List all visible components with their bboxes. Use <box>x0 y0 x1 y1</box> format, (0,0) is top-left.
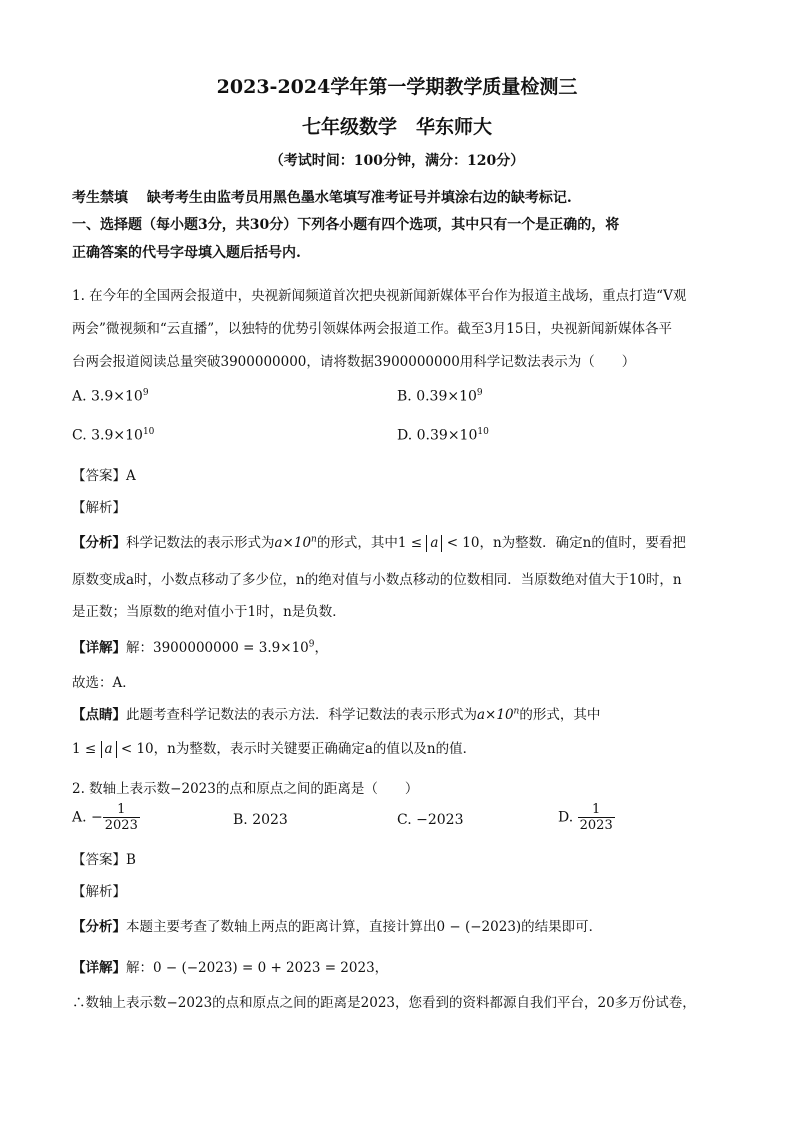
q2-conclusion: ∴数轴上表示数−2023的点和原点之间的距离是2023，您看到的资料都源自我们平台，20多万份试卷， <box>72 995 696 1011</box>
notice-line <box>72 187 572 207</box>
section1-line2: 正确答案的代号字母填入题后括号内. <box>72 245 301 261</box>
section1-line1: 一、选择题（每小题3分，共30分）下列各小题有四个选项，其中只有一个是正确的，将 <box>72 217 620 233</box>
q1-option-b: B. $0.39\times 10^9$ <box>397 388 483 405</box>
q1-stem-line3: 台两会报道阅读总量突破3900000000，请将数据3900000000用科学记数法表示为（ ） <box>72 354 636 370</box>
exam-title: 2023-2024学年第一学期教学质量检测三 <box>216 76 578 98</box>
q1-dianjing-line2: 1 ≤ a < 10，n为整数，表示时关键要正确确定a的值以及n的值． <box>72 741 477 757</box>
q1-option-d: D. $0.39\times 10^{10}$ <box>397 427 489 444</box>
q2-option-a: A. − $\frac{1}{2023}$ <box>72 802 138 833</box>
q1-stem-line1: 1. 在今年的全国两会报道中，央视新闻频道首次把央视新闻新媒体平台作为报道主战场，重点打造“V观 <box>72 288 687 304</box>
fraction: $\frac{1}{2023}$ <box>104 802 138 833</box>
q2-detail: 【详解】解：0 − (−2023) = 0 + 2023 = 2023， <box>72 960 389 976</box>
q1-fenxi-line3: 是正数；当原数的绝对值小于1时，n是负数． <box>72 604 346 620</box>
q1-analysis-label: 【解析】 <box>72 500 126 516</box>
q1-answer: 【答案】A <box>72 468 136 484</box>
q1-choose: 故选：A． <box>72 675 136 691</box>
q1-stem-line2: 两会”微视频和“云直播”，以独特的优势引领媒体两会报道工作。截至3月15日，央视新闻新媒体各平 <box>72 321 672 337</box>
q2-stem: 2. 数轴上表示数−2023的点和原点之间的距离是（ ） <box>72 781 419 797</box>
q1-fenxi-line1: 【分析】科学记数法的表示形式为$a\times 10^n$的形式，其中1 ≤ a < 10，n为整数．确定n的值时，要看把 <box>72 534 686 551</box>
q2-option-d: D. $\frac{1}{2023}$ <box>558 802 613 833</box>
exam-subtitle: 七年级数学 华东师大 <box>301 116 492 138</box>
q2-option-c: C. −2023 <box>397 812 464 828</box>
notice-label: 考生禁填 <box>72 190 128 206</box>
q2-analysis-label: 【解析】 <box>72 884 126 900</box>
notice-text: 缺考考生由监考员用黑色墨水笔填写准考证号并填涂右边的缺考标记. <box>146 190 572 206</box>
q1-detail: 【详解】解：$3900000000 = 3.9\times 10^9$， <box>72 639 328 656</box>
q2-answer: 【答案】B <box>72 852 136 868</box>
q1-option-a: A. $3.9\times 10^9$ <box>72 388 149 405</box>
q1-dianjing-line1: 【点睛】此题考查科学记数法的表示方法．科学记数法的表示形式为$a\times 10^n$的形式，其中 <box>72 706 601 723</box>
fraction: $\frac{1}{2023}$ <box>579 802 613 833</box>
q2-fenxi: 【分析】本题主要考查了数轴上两点的距离计算，直接计算出0 − (−2023)的结果即可． <box>72 919 603 935</box>
q1-fenxi-line2: 原数变成a时，小数点移动了多少位，n的绝对值与小数点移动的位数相同．当原数绝对值大于10时，n <box>72 572 682 588</box>
exam-info: （考试时间：100分钟，满分：120分） <box>269 153 525 169</box>
q2-option-b: B. 2023 <box>233 812 288 828</box>
q1-option-c: C. $3.9\times 10^{10}$ <box>72 427 155 444</box>
